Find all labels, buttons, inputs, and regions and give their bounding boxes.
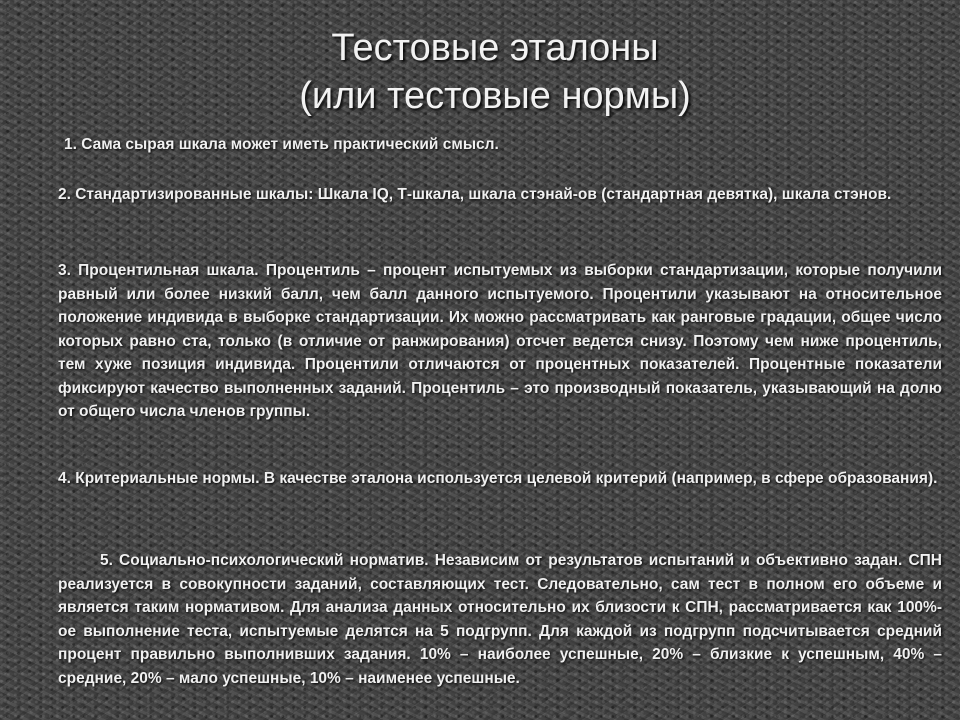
slide-title-line-2: (или тестовые нормы) [299, 75, 691, 117]
paragraph-raw-scale: 1. Сама сырая шкала может иметь практический смысл. [64, 136, 499, 153]
paragraph-percentile-scale: 3. Процентильная шкала. Процентиль – процент испытуемых из выборки стандартизации, которые получили равный или более низкий балл, чем балл данного испытуемого. Процентили указывают на относительное положение индивида в выборке стандартизации. Их можно рассматривать как ранговые градации, общее число которых равно ста, только (в отличие от ранжирования) отсчет ведется снизу. Поэтому чем ниже процентиль, тем хуже позиция индивида. Процентили отличаются от процентных показателей. Процентные показатели фиксируют качество выполненных заданий. Процентиль – это производный показатель, указывающий на долю от общего числа членов группы. [58, 262, 942, 420]
slide-title-line-1: Тестовые эталоны [331, 27, 659, 69]
paragraph-standardized-scales: 2. Стандартизированные шкалы: Шкала IQ, Т-шкала, шкала стэнай-ов (стандартная девятка), шкала стэнов. [58, 186, 892, 203]
paragraph-criterion-norms: 4. Критериальные нормы. В качестве эталона используется целевой критерий (например, в сфере образования). [58, 470, 938, 487]
paragraph-socio-psychological-norm: 5. Социально-психологический норматив. Независим от результатов испытаний и объективно задан. СПН реализуется в совокупности заданий, составляющих тест. Следовательно, сам тест в полном его объеме и является таким нормативом. Для анализа данных относительно их близости к СПН, рассматривается как 100%-ое выполнение теста, испытуемые делятся на 5 подгрупп. Для каждой из подгрупп подсчитывается средний процент правильно выполнивших задания. 10% – наиболее успешные, 20% – близкие к успешным, 40% – средние, 20% – мало успешные, 10% – наименее успешные. [58, 552, 942, 687]
slide-title [0, 24, 960, 120]
